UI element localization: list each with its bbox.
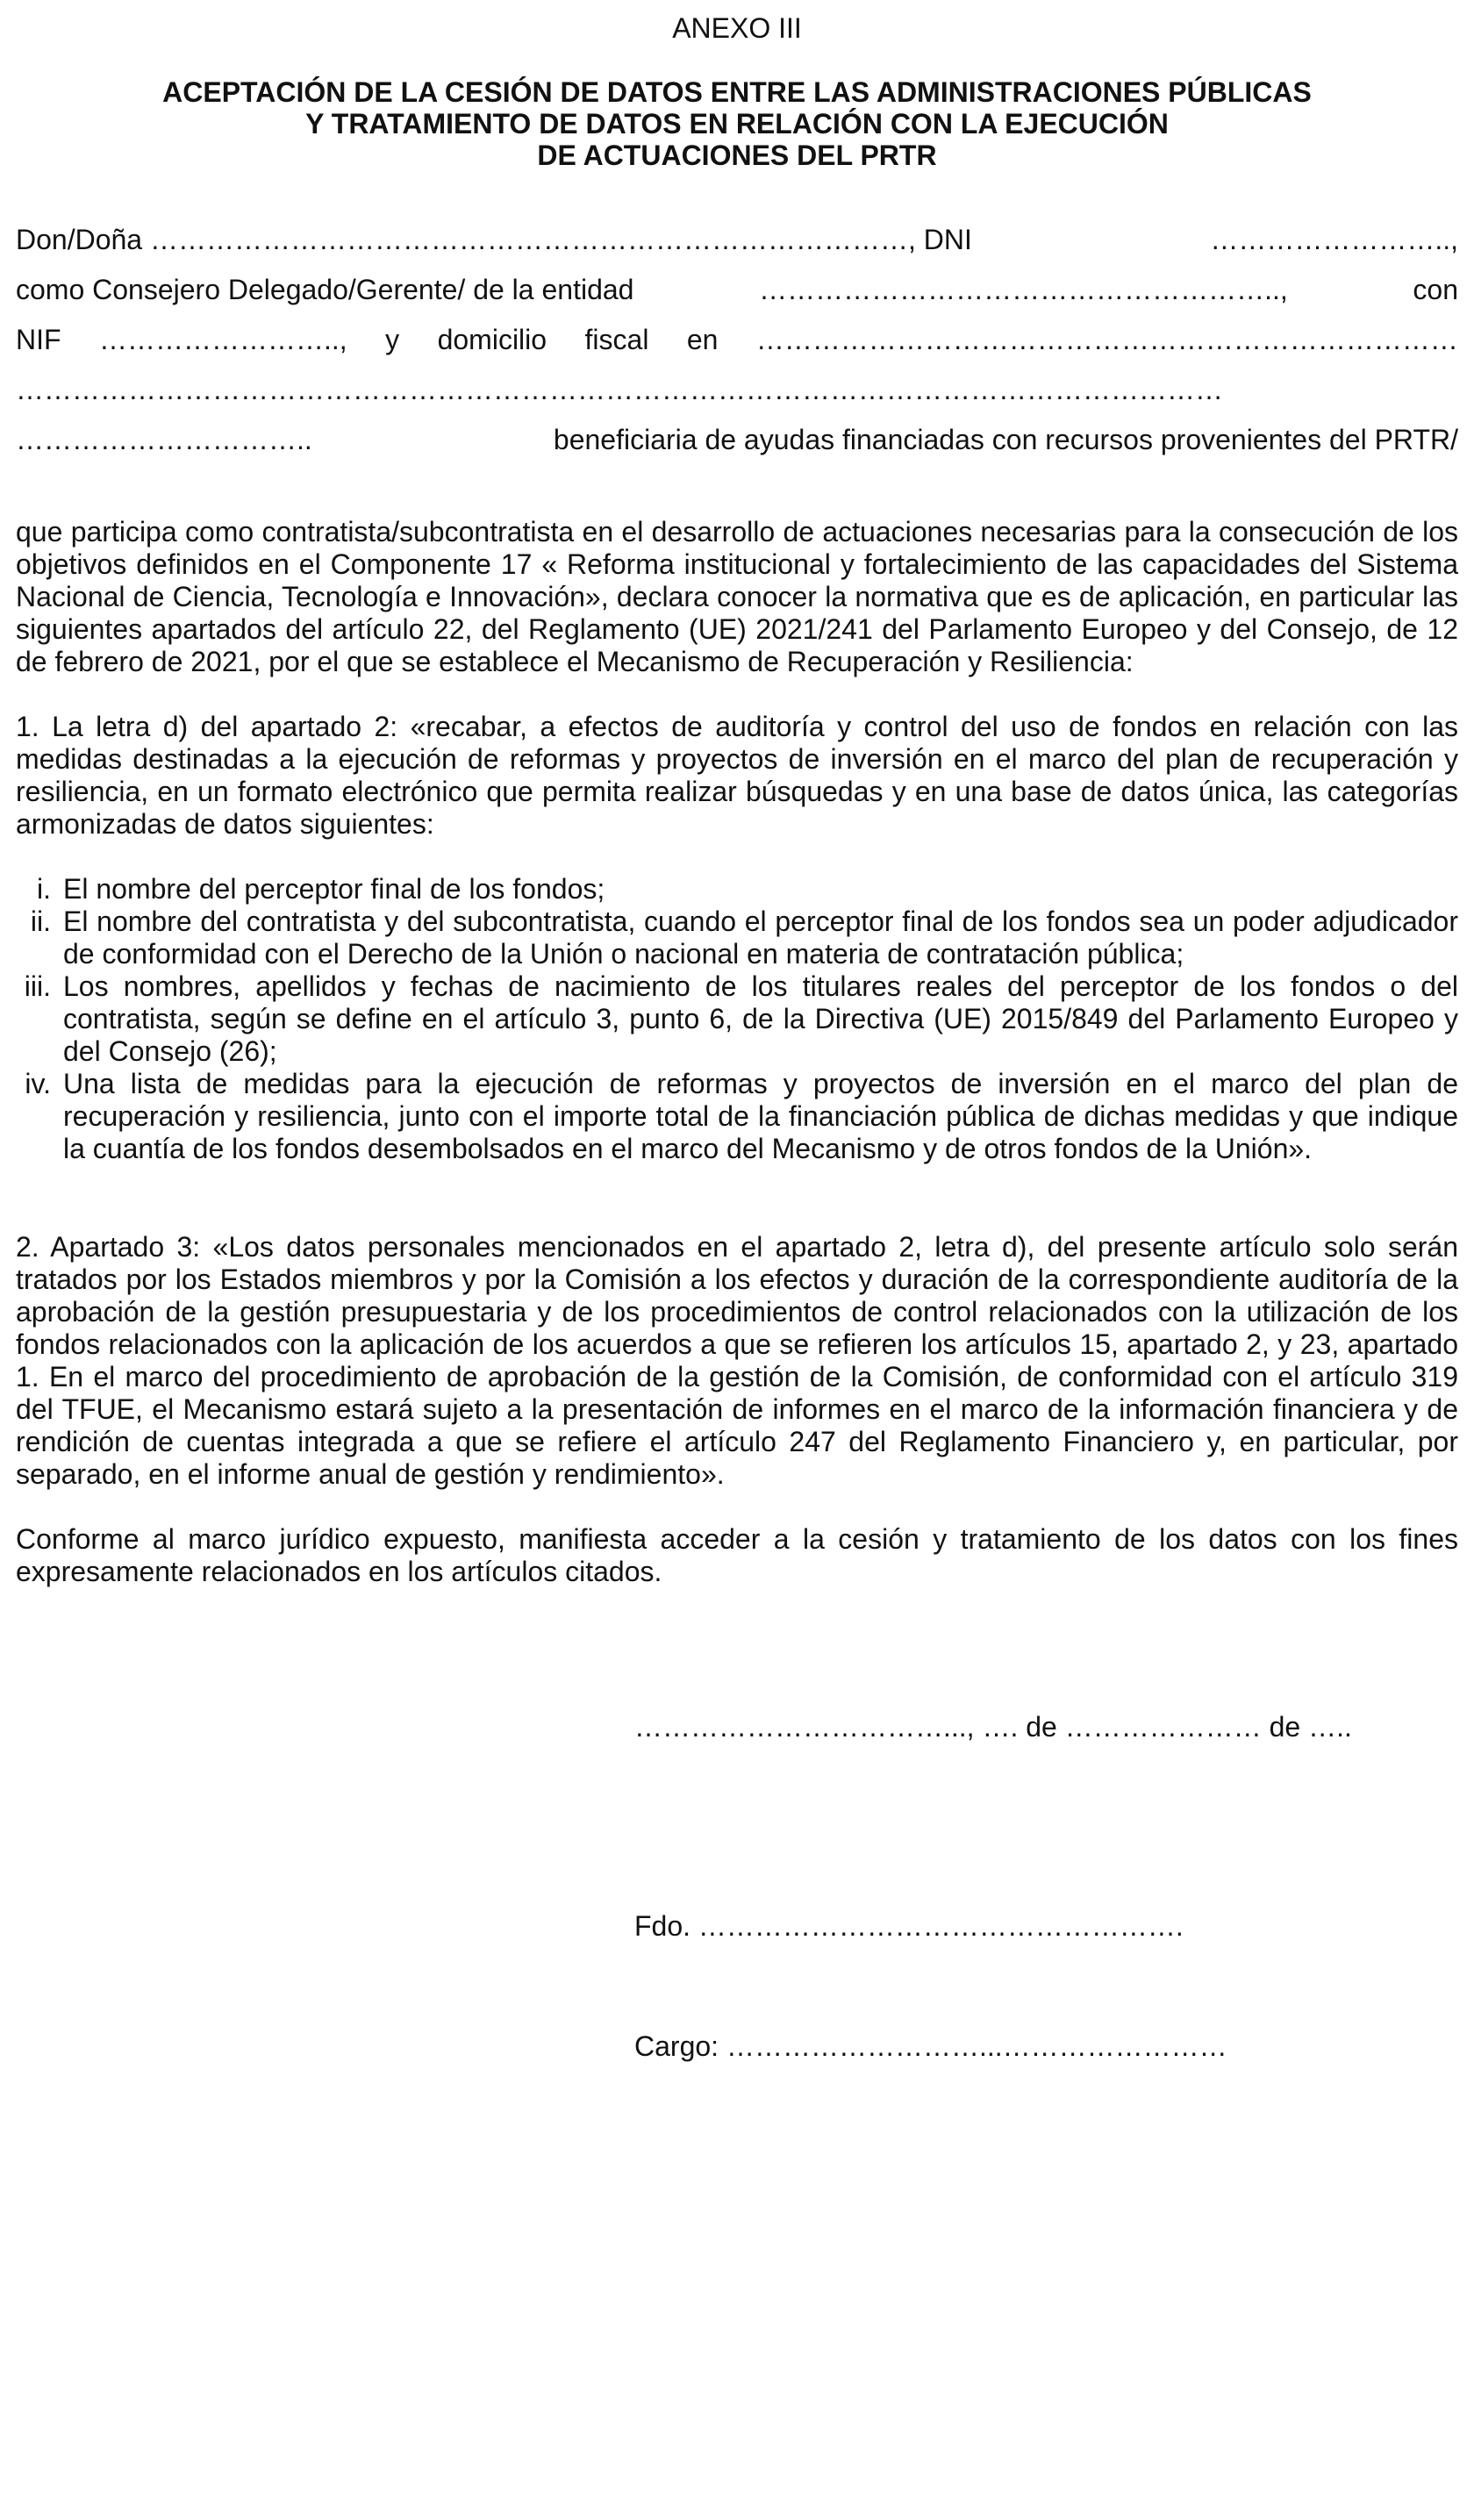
entity-blank: ……………………………………………….., <box>759 274 1288 305</box>
beneficiary-text: beneficiaria de ayudas financiadas con recursos provenientes del PRTR/ <box>553 424 1458 455</box>
list-item-number: ii. <box>30 906 51 937</box>
title-line: Y TRATAMIENTO DE DATOS EN RELACIÓN CON LA EJECUCIÓN <box>305 108 1169 140</box>
dni-blank: …………………….., <box>1210 224 1458 255</box>
signature-fdo-line: Fdo. ……………………………………………. <box>634 1910 1184 1942</box>
nif-label: NIF <box>16 324 61 355</box>
form-line-address-continued <box>16 374 1458 406</box>
title-line: DE ACTUACIONES DEL PRTR <box>537 140 937 171</box>
nif-blank: …………………….., <box>99 324 347 355</box>
form-line-name <box>16 224 1458 256</box>
annex-label: ANEXO III <box>672 12 802 44</box>
signature-date-line: ……………………………..., …. de ………………… de ….. <box>634 1711 1352 1743</box>
form-line-beneficiary <box>16 424 1458 456</box>
item-1-paragraph: 1. La letra d) del apartado 2: «recabar, a efectos de auditoría y control del uso de fondos en relación con las medidas destinadas a la ejecución de reformas y proyectos de inversión en el marco del plan de recuperación y resiliencia, en un formato electrónico que permita realizar búsquedas y en una base de datos única, las categorías armonizadas de datos siguientes: <box>16 711 1458 840</box>
list-item-number: iv. <box>25 1068 51 1099</box>
signature-cargo-line: Cargo: ………………………...…………………… <box>634 2030 1227 2062</box>
data-categories-list <box>16 873 1458 1165</box>
list-item-text: Los nombres, apellidos y fechas de nacimiento de los titulares reales del perceptor de los fondos o del contratista, según se define en el artículo 3, punto 6, de la Directiva (UE) 2015/849 del Parlamento Europeo y del Consejo (26); <box>63 970 1458 1067</box>
list-item <box>16 906 1458 970</box>
beneficiary-blank: ………………………….. <box>16 424 312 455</box>
list-item <box>16 1068 1458 1165</box>
form-line-entity <box>16 274 1458 306</box>
entity-con: con <box>1413 274 1458 305</box>
document-title <box>16 76 1458 171</box>
intro-paragraph: que participa como contratista/subcontratista en el desarrollo de actuaciones necesarias para la consecución de los objetivos definidos en el Componente 17 « Reforma institucional y fortalecimiento de las capacidades del Sistema Nacional de Ciencia, Tecnología e Innovación», declara conocer la normativa que es de aplicación, en particular las siguientes apartados del artículo 22, del Reglamento (UE) 2021/241 del Parlamento Europeo y del Consejo, de 12 de febrero de 2021, por el que se establece el Mecanismo de Recuperación y Resiliencia: <box>16 516 1458 677</box>
list-item <box>16 873 1458 906</box>
title-line: ACEPTACIÓN DE LA CESIÓN DE DATOS ENTRE LAS ADMINISTRACIONES PÚBLICAS <box>162 76 1312 108</box>
list-item-text: El nombre del perceptor final de los fondos; <box>63 873 605 905</box>
entity-label: como Consejero Delegado/Gerente/ de la entidad <box>16 274 634 305</box>
address-blank: ………………………………………………………………… <box>755 324 1458 355</box>
nif-word: domicilio <box>437 324 547 355</box>
address-blank-2: ………………………………………………………………………………………………………………… <box>16 374 1223 405</box>
nif-word: y <box>385 324 400 355</box>
list-item <box>16 970 1458 1068</box>
list-item-number: i. <box>37 873 51 905</box>
nif-word: fiscal <box>584 324 649 355</box>
item-2-paragraph: 2. Apartado 3: «Los datos personales mencionados en el apartado 2, letra d), del presente artículo solo serán tratados por los Estados miembros y por la Comisión a los efectos y duración de la correspondiente auditoría de la aprobación de la gestión presupuestaria y de los procedimientos de control relacionados con la utilización de los fondos relacionados con la aplicación de los acuerdos a que se refieren los artículos 15, apartado 2, y 23, apartado 1. En el marco del procedimiento de aprobación de la gestión de la Comisión, de conformidad con el artículo 319 del TFUE, el Mecanismo estará sujeto a la presentación de informes en el marco de la información financiera y de rendición de cuentas integrada a que se refiere el artículo 247 del Reglamento Financiero y, en particular, por separado, en el informe anual de gestión y rendimiento». <box>16 1231 1458 1490</box>
nif-word: en <box>686 324 719 355</box>
form-line-nif <box>16 324 1458 356</box>
name-dni-label: Don/Doña ………………………………………………………………………, DNI <box>16 224 972 255</box>
closing-paragraph: Conforme al marco jurídico expuesto, manifiesta acceder a la cesión y tratamiento de los datos con los fines expresamente relacionados en los artículos citados. <box>16 1523 1458 1587</box>
list-item-text: Una lista de medidas para la ejecución de reformas y proyectos de inversión en el marco del plan de recuperación y resiliencia, junto con el importe total de la financiación pública de dichas medidas y que indique la cuantía de los fondos desembolsados en el marco del Mecanismo y de otros fondos de la Unión». <box>63 1068 1458 1164</box>
list-item-number: iii. <box>24 970 51 1002</box>
signature-block <box>16 1711 1458 2063</box>
list-item-text: El nombre del contratista y del subcontratista, cuando el perceptor final de los fondos sea un poder adjudicador de conformidad con el Derecho de la Unión o nacional en materia de contratación pública; <box>63 906 1458 970</box>
